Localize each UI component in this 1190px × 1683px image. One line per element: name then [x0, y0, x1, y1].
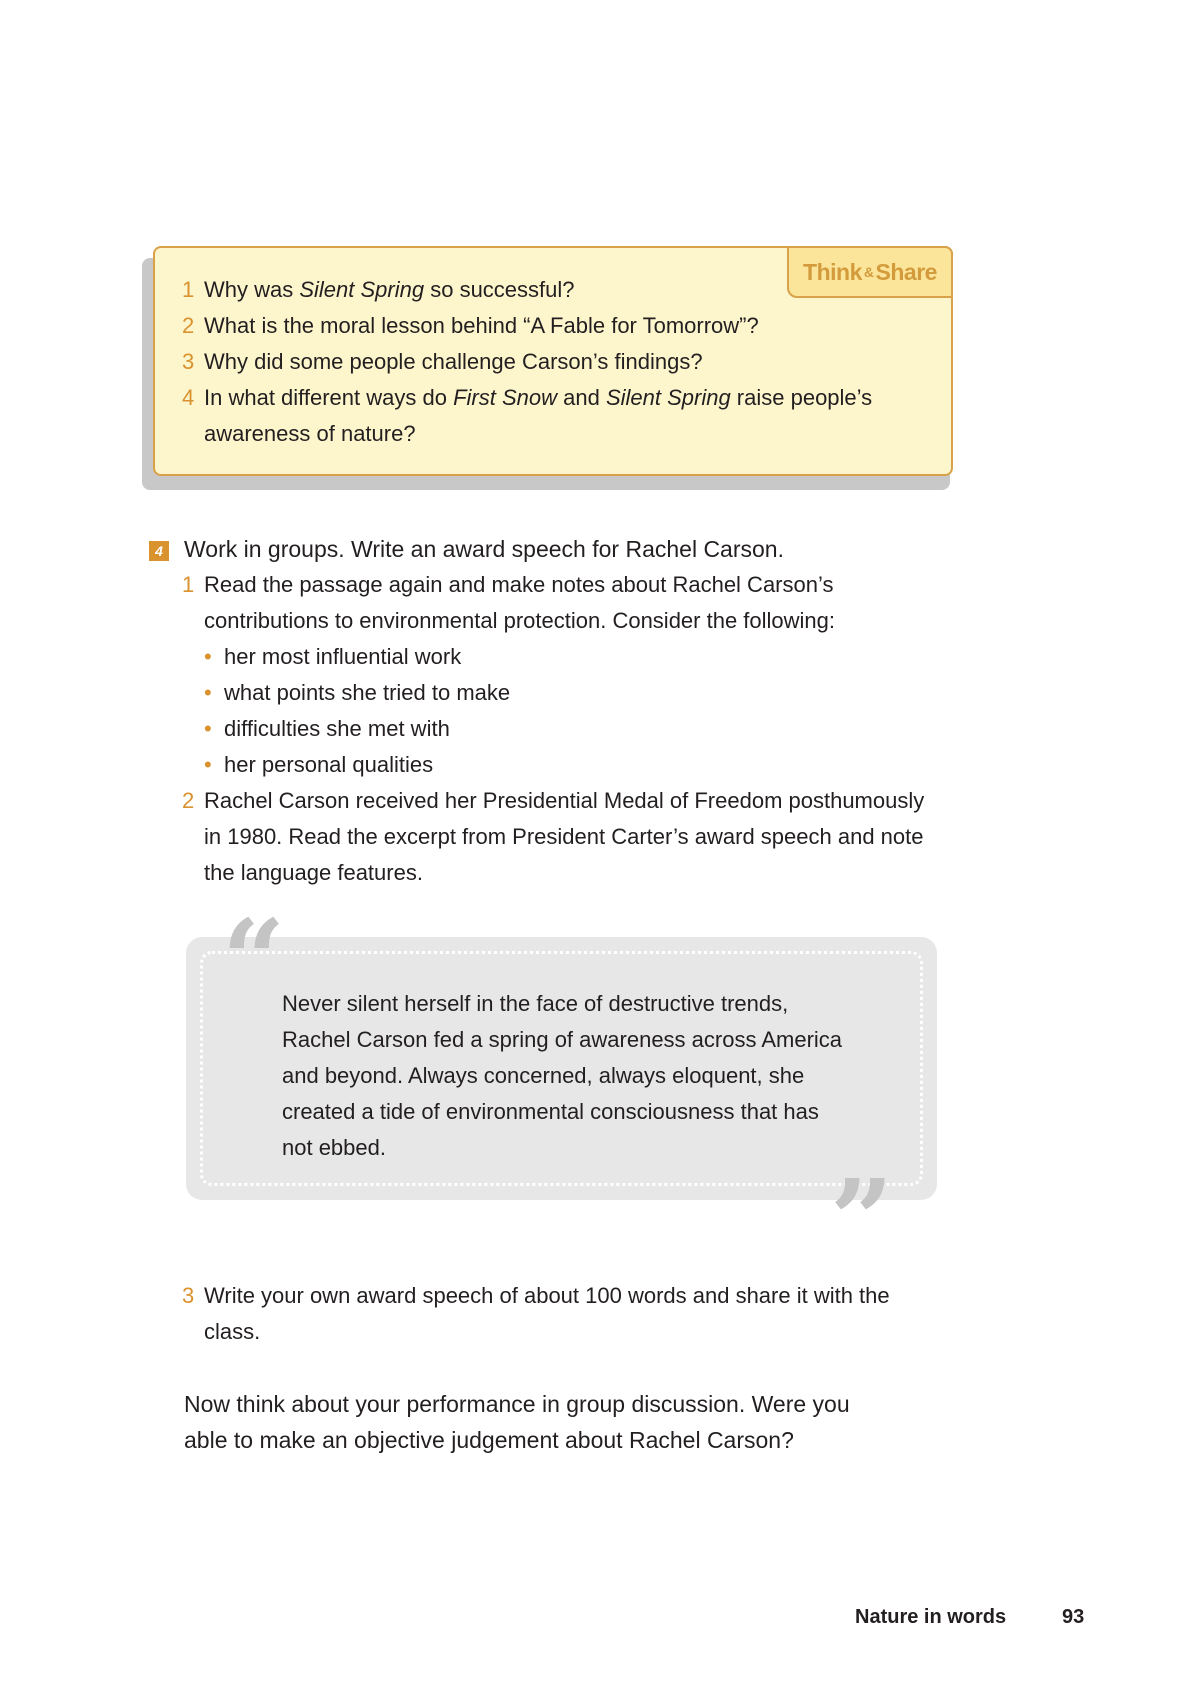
- bullet-item: [204, 711, 450, 747]
- item-text: Read the passage again and make notes about Rachel Carson’s: [204, 572, 834, 597]
- q-text: Why did some people challenge Carson’s findings?: [204, 349, 703, 374]
- question-4-cont: awareness of nature?: [204, 421, 416, 446]
- item-1-cont: contributions to environmental protection. Consider the following:: [204, 608, 836, 633]
- bullet-icon: •: [204, 644, 212, 669]
- q-text: Why was: [204, 277, 300, 302]
- question-2: [182, 308, 759, 344]
- open-quote-icon: “: [222, 895, 286, 1024]
- q-text: so successful?: [424, 277, 575, 302]
- quote-line: and beyond. Always concerned, always eloquent, she: [282, 1063, 805, 1088]
- item-3: [182, 1278, 890, 1314]
- page-number: 93: [1062, 1606, 1085, 1628]
- quote-line: not ebbed.: [282, 1135, 386, 1160]
- q-title: Silent Spring: [605, 385, 731, 410]
- bullet-text: what points she tried to make: [224, 680, 511, 705]
- item-3-cont: class.: [204, 1319, 261, 1344]
- item-num: 1: [182, 572, 195, 597]
- lightbulb-icon: &: [863, 264, 874, 280]
- item-num: 2: [182, 788, 195, 813]
- reflection-line: Now think about your performance in group discussion. Were you: [184, 1391, 850, 1417]
- q-text: In what different ways do: [204, 385, 454, 410]
- item-num: 3: [182, 1283, 195, 1308]
- task-heading: Work in groups. Write an award speech for Rachel Carson.: [184, 536, 784, 562]
- question-4: [182, 380, 872, 416]
- q-title: First Snow: [453, 385, 557, 410]
- q-text: What is the moral lesson behind “A Fable for Tomorrow”?: [204, 313, 759, 338]
- q-title: Silent Spring: [299, 277, 425, 302]
- item-1: [182, 567, 833, 603]
- question-1: [182, 272, 575, 308]
- item-2: [182, 783, 924, 819]
- badge-share: Share: [875, 258, 937, 285]
- bullet-item: [204, 747, 433, 783]
- item-2-cont: in 1980. Read the excerpt from President Carter’s award speech and note: [204, 824, 924, 849]
- bullet-icon: •: [204, 716, 212, 741]
- q-num: 1: [182, 277, 195, 302]
- bullet-item: [204, 675, 510, 711]
- item-text: Rachel Carson received her Presidential Medal of Freedom posthumously: [204, 788, 925, 813]
- quote-line: created a tide of environmental consciousness that has: [282, 1099, 819, 1124]
- q-num: 4: [182, 385, 195, 410]
- quote-line: Never silent herself in the face of destructive trends,: [282, 991, 789, 1016]
- bullet-item: [204, 639, 461, 675]
- badge-think: Think: [803, 258, 862, 285]
- q-text: raise people’s: [730, 385, 873, 410]
- task-number-icon: 4: [149, 541, 169, 561]
- reflection-line: able to make an objective judgement about Rachel Carson?: [184, 1427, 794, 1453]
- think-share-badge: [787, 246, 953, 298]
- bullet-text: her most influential work: [224, 644, 462, 669]
- question-3: [182, 344, 703, 380]
- bullet-text: difficulties she met with: [224, 716, 450, 741]
- q-num: 3: [182, 349, 195, 374]
- bullet-icon: •: [204, 752, 212, 777]
- item-text: Write your own award speech of about 100 words and share it with the: [204, 1283, 890, 1308]
- q-text: and: [557, 385, 606, 410]
- item-2-cont: the language features.: [204, 860, 423, 885]
- quote-line: Rachel Carson fed a spring of awareness across America: [282, 1027, 843, 1052]
- q-num: 2: [182, 313, 195, 338]
- bullet-text: her personal qualities: [224, 752, 434, 777]
- close-quote-icon: ”: [830, 1155, 894, 1284]
- bullet-icon: •: [204, 680, 212, 705]
- footer-section: Nature in words: [855, 1606, 1007, 1628]
